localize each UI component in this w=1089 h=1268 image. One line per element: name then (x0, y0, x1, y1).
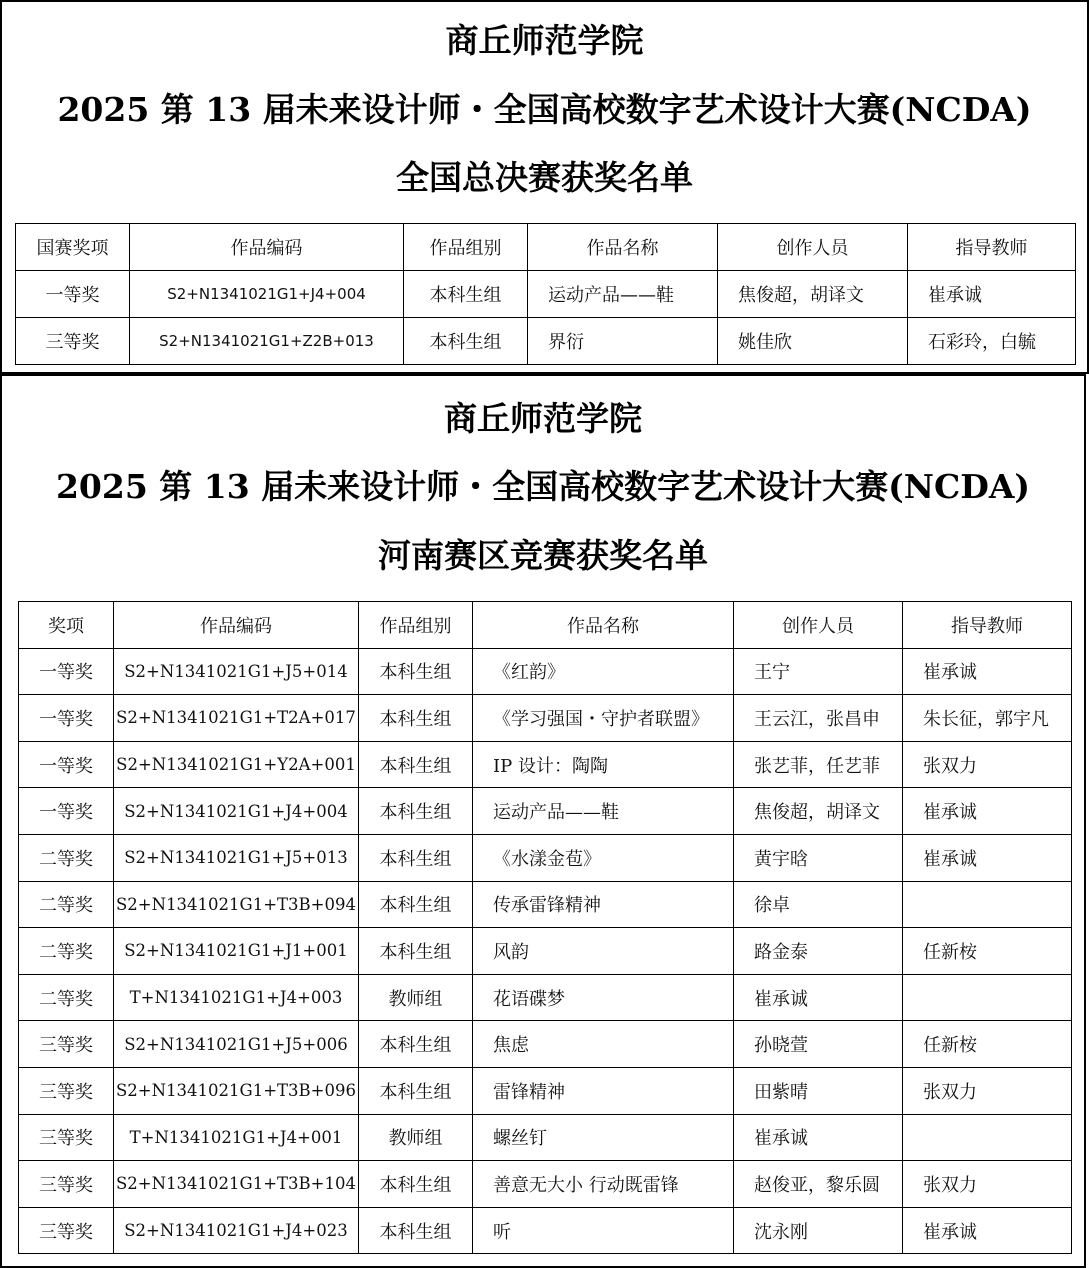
advisor-cell (903, 881, 1072, 928)
creators-cell: 焦俊超，胡译文 (718, 271, 908, 318)
group-cell: 本科生组 (359, 695, 473, 742)
advisor-cell: 崔承诚 (903, 1207, 1072, 1254)
creators-cell: 王云江，张昌申 (734, 695, 903, 742)
work-name-cell: 运动产品——鞋 (528, 271, 718, 318)
national-awards-table (15, 223, 1076, 365)
table-row (19, 1207, 1072, 1254)
table-row (19, 695, 1072, 742)
advisor-cell: 张双力 (903, 1067, 1072, 1114)
code-cell: S2+N1341021G1+J4+023 (114, 1207, 359, 1254)
code-cell: S2+N1341021G1+J4+004 (114, 788, 359, 835)
list-title: 河南赛区竞赛获奖名单 (378, 536, 708, 575)
code-cell: S2+N1341021G1+Y2A+001 (114, 741, 359, 788)
table-header-row (19, 602, 1072, 649)
column-header: 作品名称 (473, 602, 734, 649)
code-cell: S2+N1341021G1+J5+013 (114, 834, 359, 881)
column-header: 创作人员 (734, 602, 903, 649)
group-cell: 本科生组 (359, 788, 473, 835)
group-cell: 教师组 (359, 1114, 473, 1161)
table-row (19, 741, 1072, 788)
creators-cell: 田紫晴 (734, 1067, 903, 1114)
group-cell: 本科生组 (359, 648, 473, 695)
code-cell: S2+N1341021G1+J5+014 (114, 648, 359, 695)
code-cell: S2+N1341021G1+T3B+104 (114, 1161, 359, 1208)
contest-title: 2025 第 13 届未来设计师・全国高校数字艺术设计大赛(NCDA) (57, 90, 1032, 129)
column-header: 作品组别 (404, 224, 528, 271)
group-cell: 本科生组 (404, 271, 528, 318)
table-row (19, 1021, 1072, 1068)
advisor-cell (903, 1114, 1072, 1161)
creators-cell: 路金泰 (734, 928, 903, 975)
group-cell: 本科生组 (359, 741, 473, 788)
award-cell: 一等奖 (19, 695, 114, 742)
award-cell: 三等奖 (19, 1161, 114, 1208)
work-name-cell: 焦虑 (473, 1021, 734, 1068)
work-name-cell: IP 设计：陶陶 (473, 741, 734, 788)
school-name-title: 商丘师范学院 (445, 21, 644, 60)
creators-cell: 赵俊亚，黎乐圆 (734, 1161, 903, 1208)
column-header: 作品组别 (359, 602, 473, 649)
award-cell: 一等奖 (19, 788, 114, 835)
work-name-cell: 《红韵》 (473, 648, 734, 695)
award-cell: 三等奖 (19, 1021, 114, 1068)
column-header: 奖项 (19, 602, 114, 649)
table-row (19, 881, 1072, 928)
table-row (16, 318, 1076, 365)
creators-cell: 崔承诚 (734, 974, 903, 1021)
work-name-cell: 善意无大小 行动既雷锋 (473, 1161, 734, 1208)
award-cell: 一等奖 (16, 271, 130, 318)
advisor-cell: 石彩玲，白毓 (908, 318, 1076, 365)
column-header: 指导教师 (908, 224, 1076, 271)
code-cell: S2+N1341021G1+J1+001 (114, 928, 359, 975)
column-header: 创作人员 (718, 224, 908, 271)
advisor-cell: 崔承诚 (908, 271, 1076, 318)
table-row (19, 834, 1072, 881)
group-cell: 本科生组 (359, 1207, 473, 1254)
work-name-cell: 运动产品——鞋 (473, 788, 734, 835)
advisor-cell (903, 974, 1072, 1021)
group-cell: 本科生组 (404, 318, 528, 365)
advisor-cell: 任新桉 (903, 928, 1072, 975)
advisor-cell: 朱长征，郭宇凡 (903, 695, 1072, 742)
award-cell: 二等奖 (19, 928, 114, 975)
creators-cell: 孙晓萱 (734, 1021, 903, 1068)
school-name-title: 商丘师范学院 (444, 399, 642, 438)
list-title: 全国总决赛获奖名单 (396, 158, 693, 197)
work-name-cell: 界衍 (528, 318, 718, 365)
award-cell: 三等奖 (16, 318, 130, 365)
award-cell: 一等奖 (19, 741, 114, 788)
code-cell: S2+N1341021G1+J4+004 (130, 271, 404, 318)
table-row (19, 1067, 1072, 1114)
code-cell: S2+N1341021G1+T3B+096 (114, 1067, 359, 1114)
work-name-cell: 听 (473, 1207, 734, 1254)
column-header: 国赛奖项 (16, 224, 130, 271)
award-cell: 三等奖 (19, 1114, 114, 1161)
group-cell: 教师组 (359, 974, 473, 1021)
code-cell: S2+N1341021G1+J5+006 (114, 1021, 359, 1068)
creators-cell: 张艺菲，任艺菲 (734, 741, 903, 788)
work-name-cell: 风韵 (473, 928, 734, 975)
advisor-cell: 任新桉 (903, 1021, 1072, 1068)
award-cell: 一等奖 (19, 648, 114, 695)
henan-division-panel (0, 374, 1086, 1268)
work-name-cell: 传承雷锋精神 (473, 881, 734, 928)
table-row (19, 1114, 1072, 1161)
group-cell: 本科生组 (359, 1021, 473, 1068)
column-header: 作品名称 (528, 224, 718, 271)
code-cell: T+N1341021G1+J4+003 (114, 974, 359, 1021)
award-cell: 二等奖 (19, 881, 114, 928)
code-cell: S2+N1341021G1+T3B+094 (114, 881, 359, 928)
column-header: 作品编码 (114, 602, 359, 649)
creators-cell: 崔承诚 (734, 1114, 903, 1161)
award-cell: 二等奖 (19, 834, 114, 881)
table-header-row (16, 224, 1076, 271)
table-row (19, 928, 1072, 975)
advisor-cell: 崔承诚 (903, 788, 1072, 835)
code-cell: S2+N1341021G1+T2A+017 (114, 695, 359, 742)
column-header: 指导教师 (903, 602, 1072, 649)
advisor-cell: 张双力 (903, 741, 1072, 788)
creators-cell: 焦俊超，胡译文 (734, 788, 903, 835)
table-row (19, 648, 1072, 695)
column-header: 作品编码 (130, 224, 404, 271)
group-cell: 本科生组 (359, 928, 473, 975)
award-cell: 二等奖 (19, 974, 114, 1021)
work-name-cell: 雷锋精神 (473, 1067, 734, 1114)
creators-cell: 沈永刚 (734, 1207, 903, 1254)
table-row (19, 788, 1072, 835)
work-name-cell: 螺丝钉 (473, 1114, 734, 1161)
creators-cell: 徐卓 (734, 881, 903, 928)
contest-title: 2025 第 13 届未来设计师・全国高校数字艺术设计大赛(NCDA) (55, 467, 1031, 506)
work-name-cell: 《学习强国・守护者联盟》 (473, 695, 734, 742)
advisor-cell: 张双力 (903, 1161, 1072, 1208)
code-cell: T+N1341021G1+J4+001 (114, 1114, 359, 1161)
group-cell: 本科生组 (359, 1067, 473, 1114)
creators-cell: 王宁 (734, 648, 903, 695)
group-cell: 本科生组 (359, 1161, 473, 1208)
table-row (16, 271, 1076, 318)
henan-awards-table (18, 601, 1072, 1254)
table-row (19, 974, 1072, 1021)
group-cell: 本科生组 (359, 881, 473, 928)
work-name-cell: 《水漾金苞》 (473, 834, 734, 881)
table-row (19, 1161, 1072, 1208)
award-cell: 三等奖 (19, 1067, 114, 1114)
code-cell: S2+N1341021G1+Z2B+013 (130, 318, 404, 365)
creators-cell: 姚佳欣 (718, 318, 908, 365)
work-name-cell: 花语碟梦 (473, 974, 734, 1021)
national-finals-panel (0, 0, 1089, 374)
advisor-cell: 崔承诚 (903, 648, 1072, 695)
group-cell: 本科生组 (359, 834, 473, 881)
award-cell: 三等奖 (19, 1207, 114, 1254)
creators-cell: 黄宇晗 (734, 834, 903, 881)
advisor-cell: 崔承诚 (903, 834, 1072, 881)
